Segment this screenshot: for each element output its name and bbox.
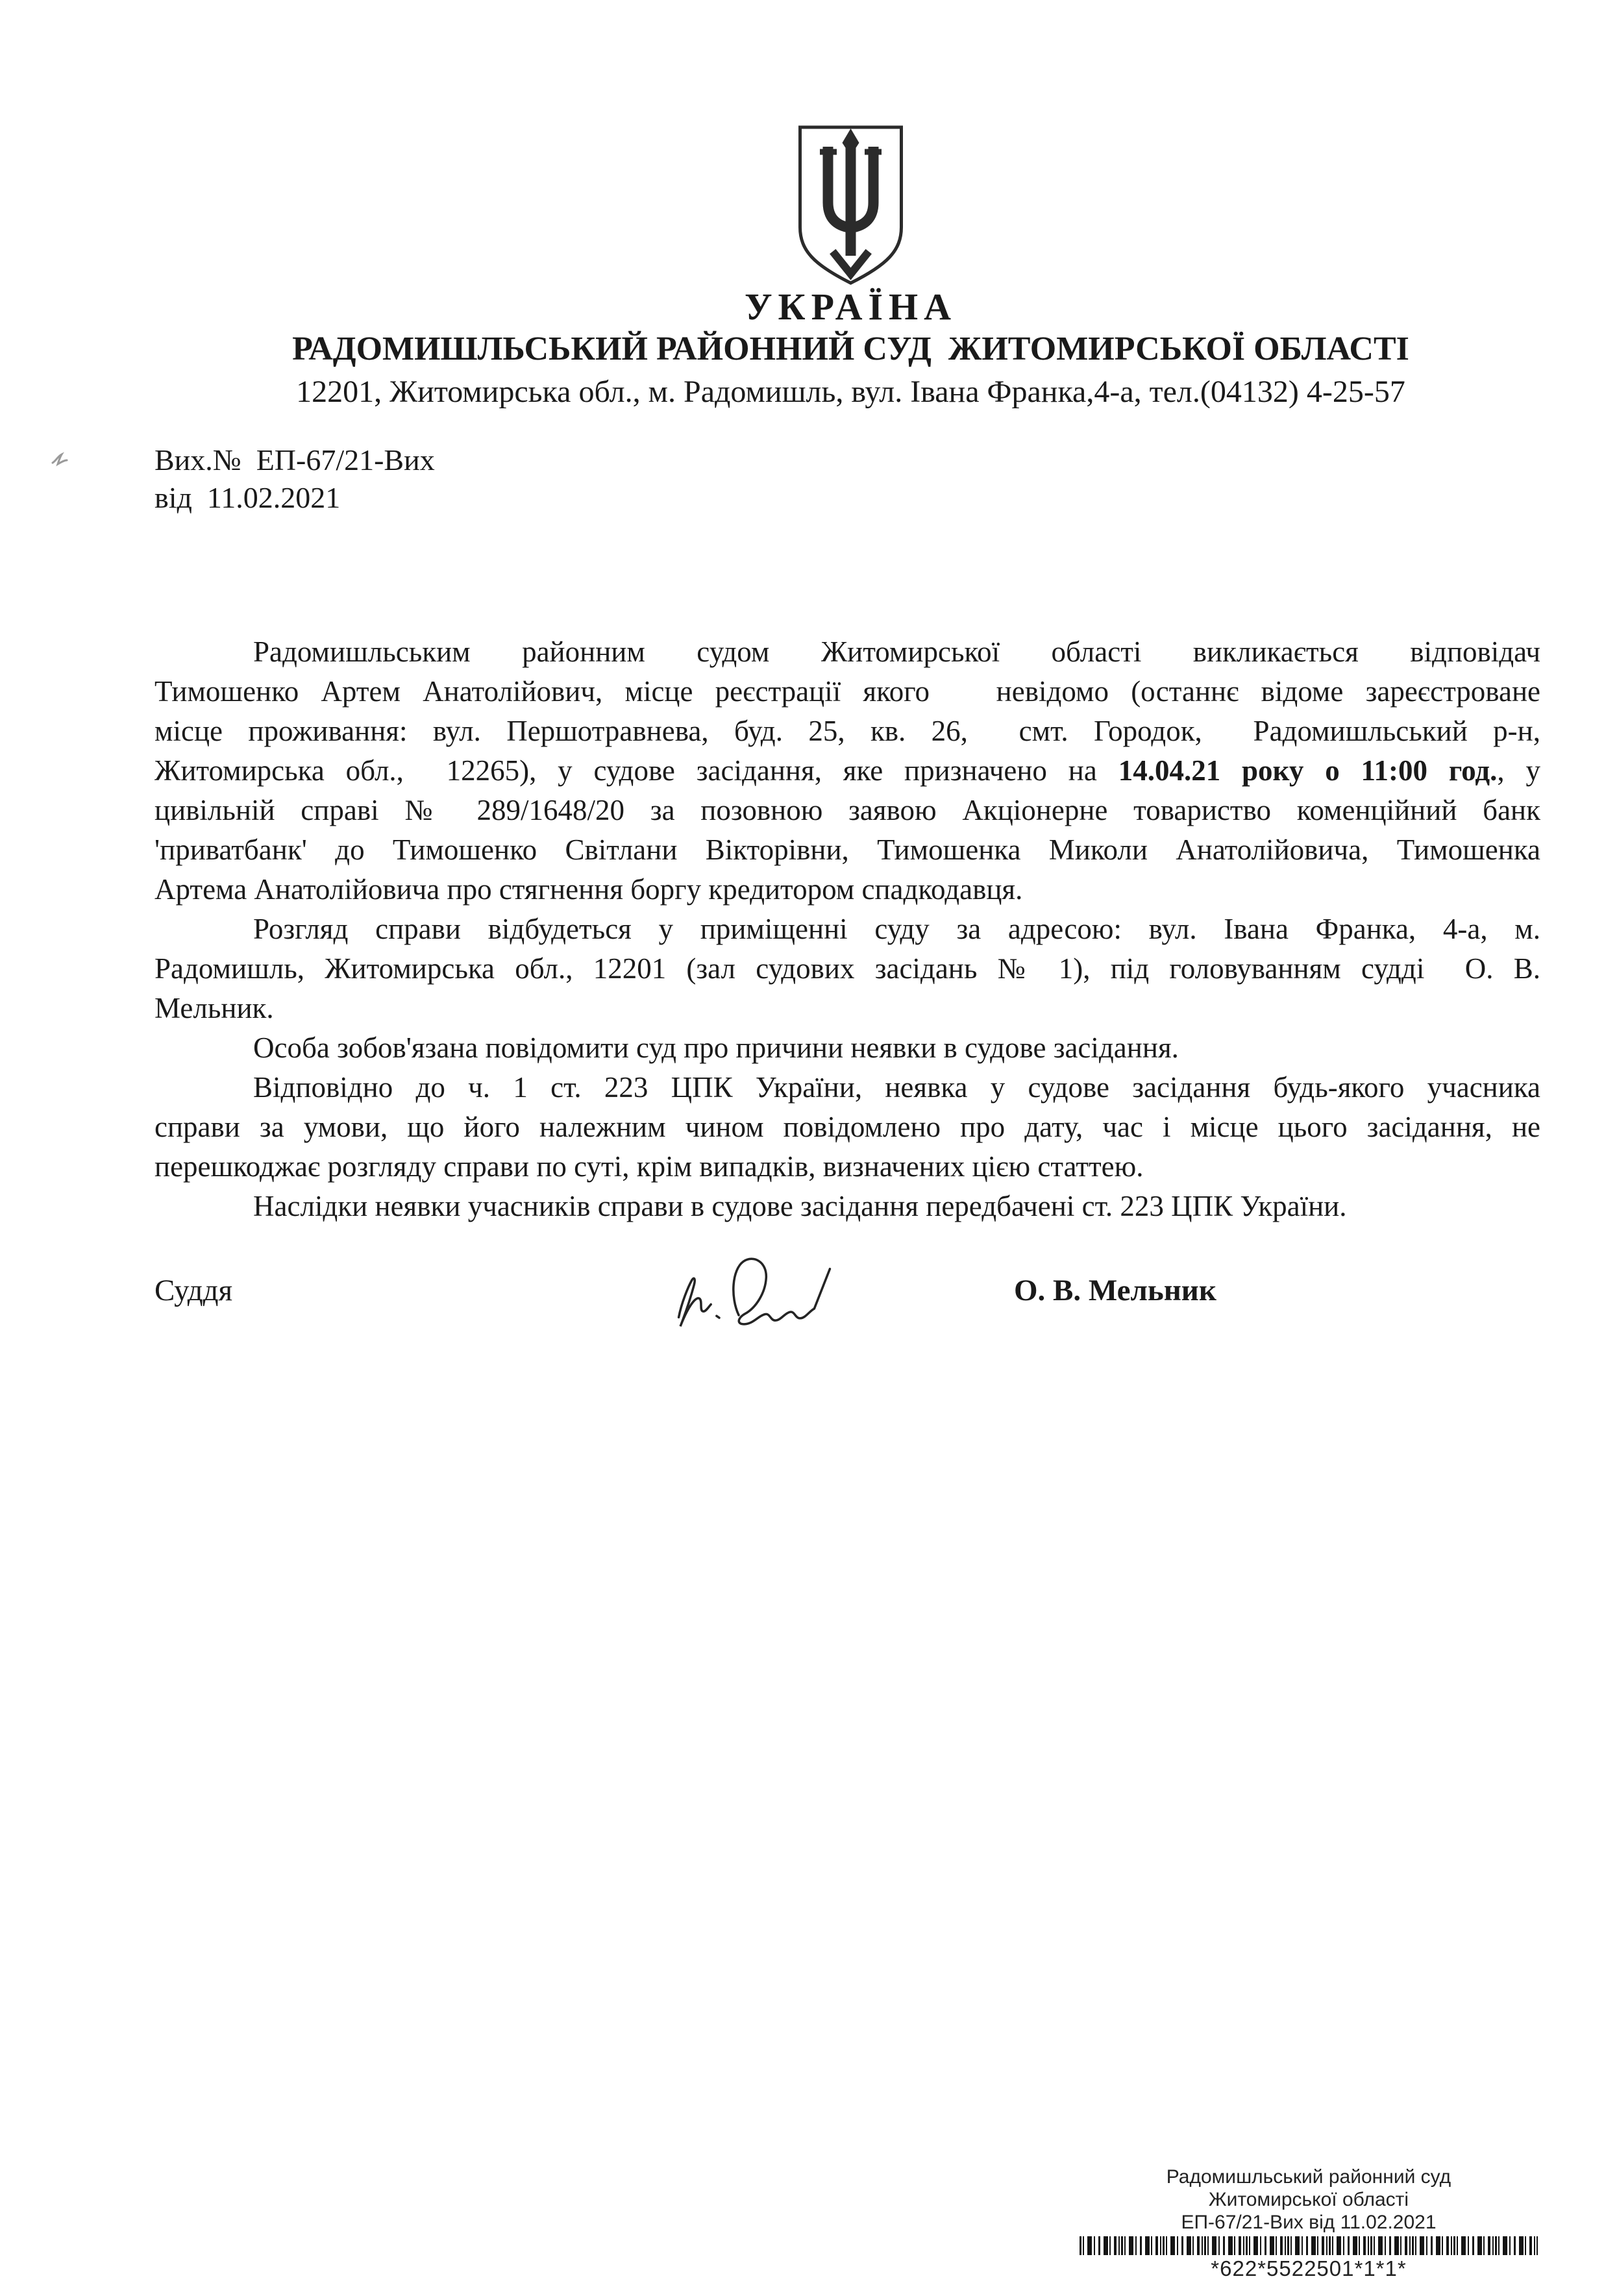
court-address: 12201, Житомирська обл., м. Радомишль, вул. Івана Франка,4-а, тел.(04132) 4-25-57 bbox=[296, 375, 1405, 409]
body-line: Артема Анатолійовича про стягнення боргу кредитором спадкодавця. bbox=[154, 873, 1023, 906]
body-line: Житомирська обл., 12265), у судове засідання, яке призначено на 14.04.21 року о 11:00 год., у bbox=[154, 754, 1541, 787]
country-name: УКРАЇНА bbox=[744, 286, 957, 328]
body-line: Розгляд справи відбудеться у приміщенні суду за адресою: вул. Івана Франка, 4-а, м. bbox=[253, 913, 1540, 945]
body-line: справи за умови, що його належним чином повідомлено про дату, час і місце цього засідання, не bbox=[154, 1111, 1540, 1143]
body-paragraph bbox=[154, 1028, 1540, 1068]
judge-signature bbox=[638, 1231, 870, 1355]
judge-label: Суддя bbox=[154, 1274, 233, 1307]
body-line: Особа зобов'язана повідомити суд про причини неявки в судове засідання. bbox=[253, 1031, 1179, 1064]
body-paragraph bbox=[154, 632, 1540, 909]
body-line: Наслідки неявки учасників справи в судове засідання передбачені ст. 223 ЦПК України. bbox=[253, 1190, 1347, 1222]
body-line: Мельник. bbox=[154, 992, 274, 1024]
barcode-caption: *622*5522501*1*1* bbox=[1211, 2256, 1407, 2280]
judge-name: О. В. Мельник bbox=[1014, 1274, 1216, 1307]
body-paragraph bbox=[154, 1187, 1540, 1226]
body-line: 'приватбанк' до Тимошенко Світлани Вікторівни, Тимошенка Миколи Анатолійовича, Тимошенка bbox=[154, 833, 1540, 866]
outgoing-number: Вих.№ ЕП-67/21-Вих bbox=[154, 443, 435, 476]
ukraine-trident-emblem-icon bbox=[792, 122, 909, 290]
barcode bbox=[1080, 2236, 1538, 2255]
body-line: Відповідно до ч. 1 ст. 223 ЦПК України, неявка у судове засідання будь-якого учасника bbox=[253, 1071, 1540, 1104]
body-line: Тимошенко Артем Анатолійович, місце реєстрації якого невідомо (останнє відоме зареєстроване bbox=[154, 675, 1540, 708]
letter-body bbox=[154, 632, 1540, 1226]
body-line: цивільній справі № 289/1648/20 за позовною заявою Акціонерне товариство коменційний банк bbox=[154, 794, 1540, 826]
registration-footer bbox=[1068, 2166, 1549, 2282]
footer-reference: ЕП-67/21-Вих від 11.02.2021 bbox=[1181, 2212, 1437, 2233]
body-line: Радомишльським районним судом Житомирської області викликається відповідач bbox=[253, 636, 1540, 668]
footer-court-name: Радомишльський районний суд bbox=[1166, 2166, 1451, 2188]
body-paragraph bbox=[154, 909, 1540, 1028]
body-paragraph bbox=[154, 1068, 1540, 1187]
scan-artifact-mark bbox=[51, 452, 69, 467]
letterhead bbox=[84, 122, 1617, 409]
body-line: Радомишль, Житомирська обл., 12201 (зал судових засідань № 1), під головуванням судді О. В. bbox=[154, 952, 1540, 985]
body-line: місце проживання: вул. Першотравнева, буд. 25, кв. 26, смт. Городок, Радомишльський р-н, bbox=[154, 715, 1540, 747]
signature-row bbox=[154, 1274, 1540, 1410]
outgoing-date: від 11.02.2021 bbox=[154, 481, 341, 514]
body-line: перешкоджає розгляду справи по суті, крім випадків, визначених цією статтею. bbox=[154, 1150, 1144, 1183]
footer-court-region: Житомирської області bbox=[1208, 2189, 1409, 2210]
court-name: РАДОМИШЛЬСЬКИЙ РАЙОННИЙ СУД ЖИТОМИРСЬКОЇ ОБЛАСТІ bbox=[292, 330, 1409, 367]
reference-block bbox=[154, 441, 435, 517]
